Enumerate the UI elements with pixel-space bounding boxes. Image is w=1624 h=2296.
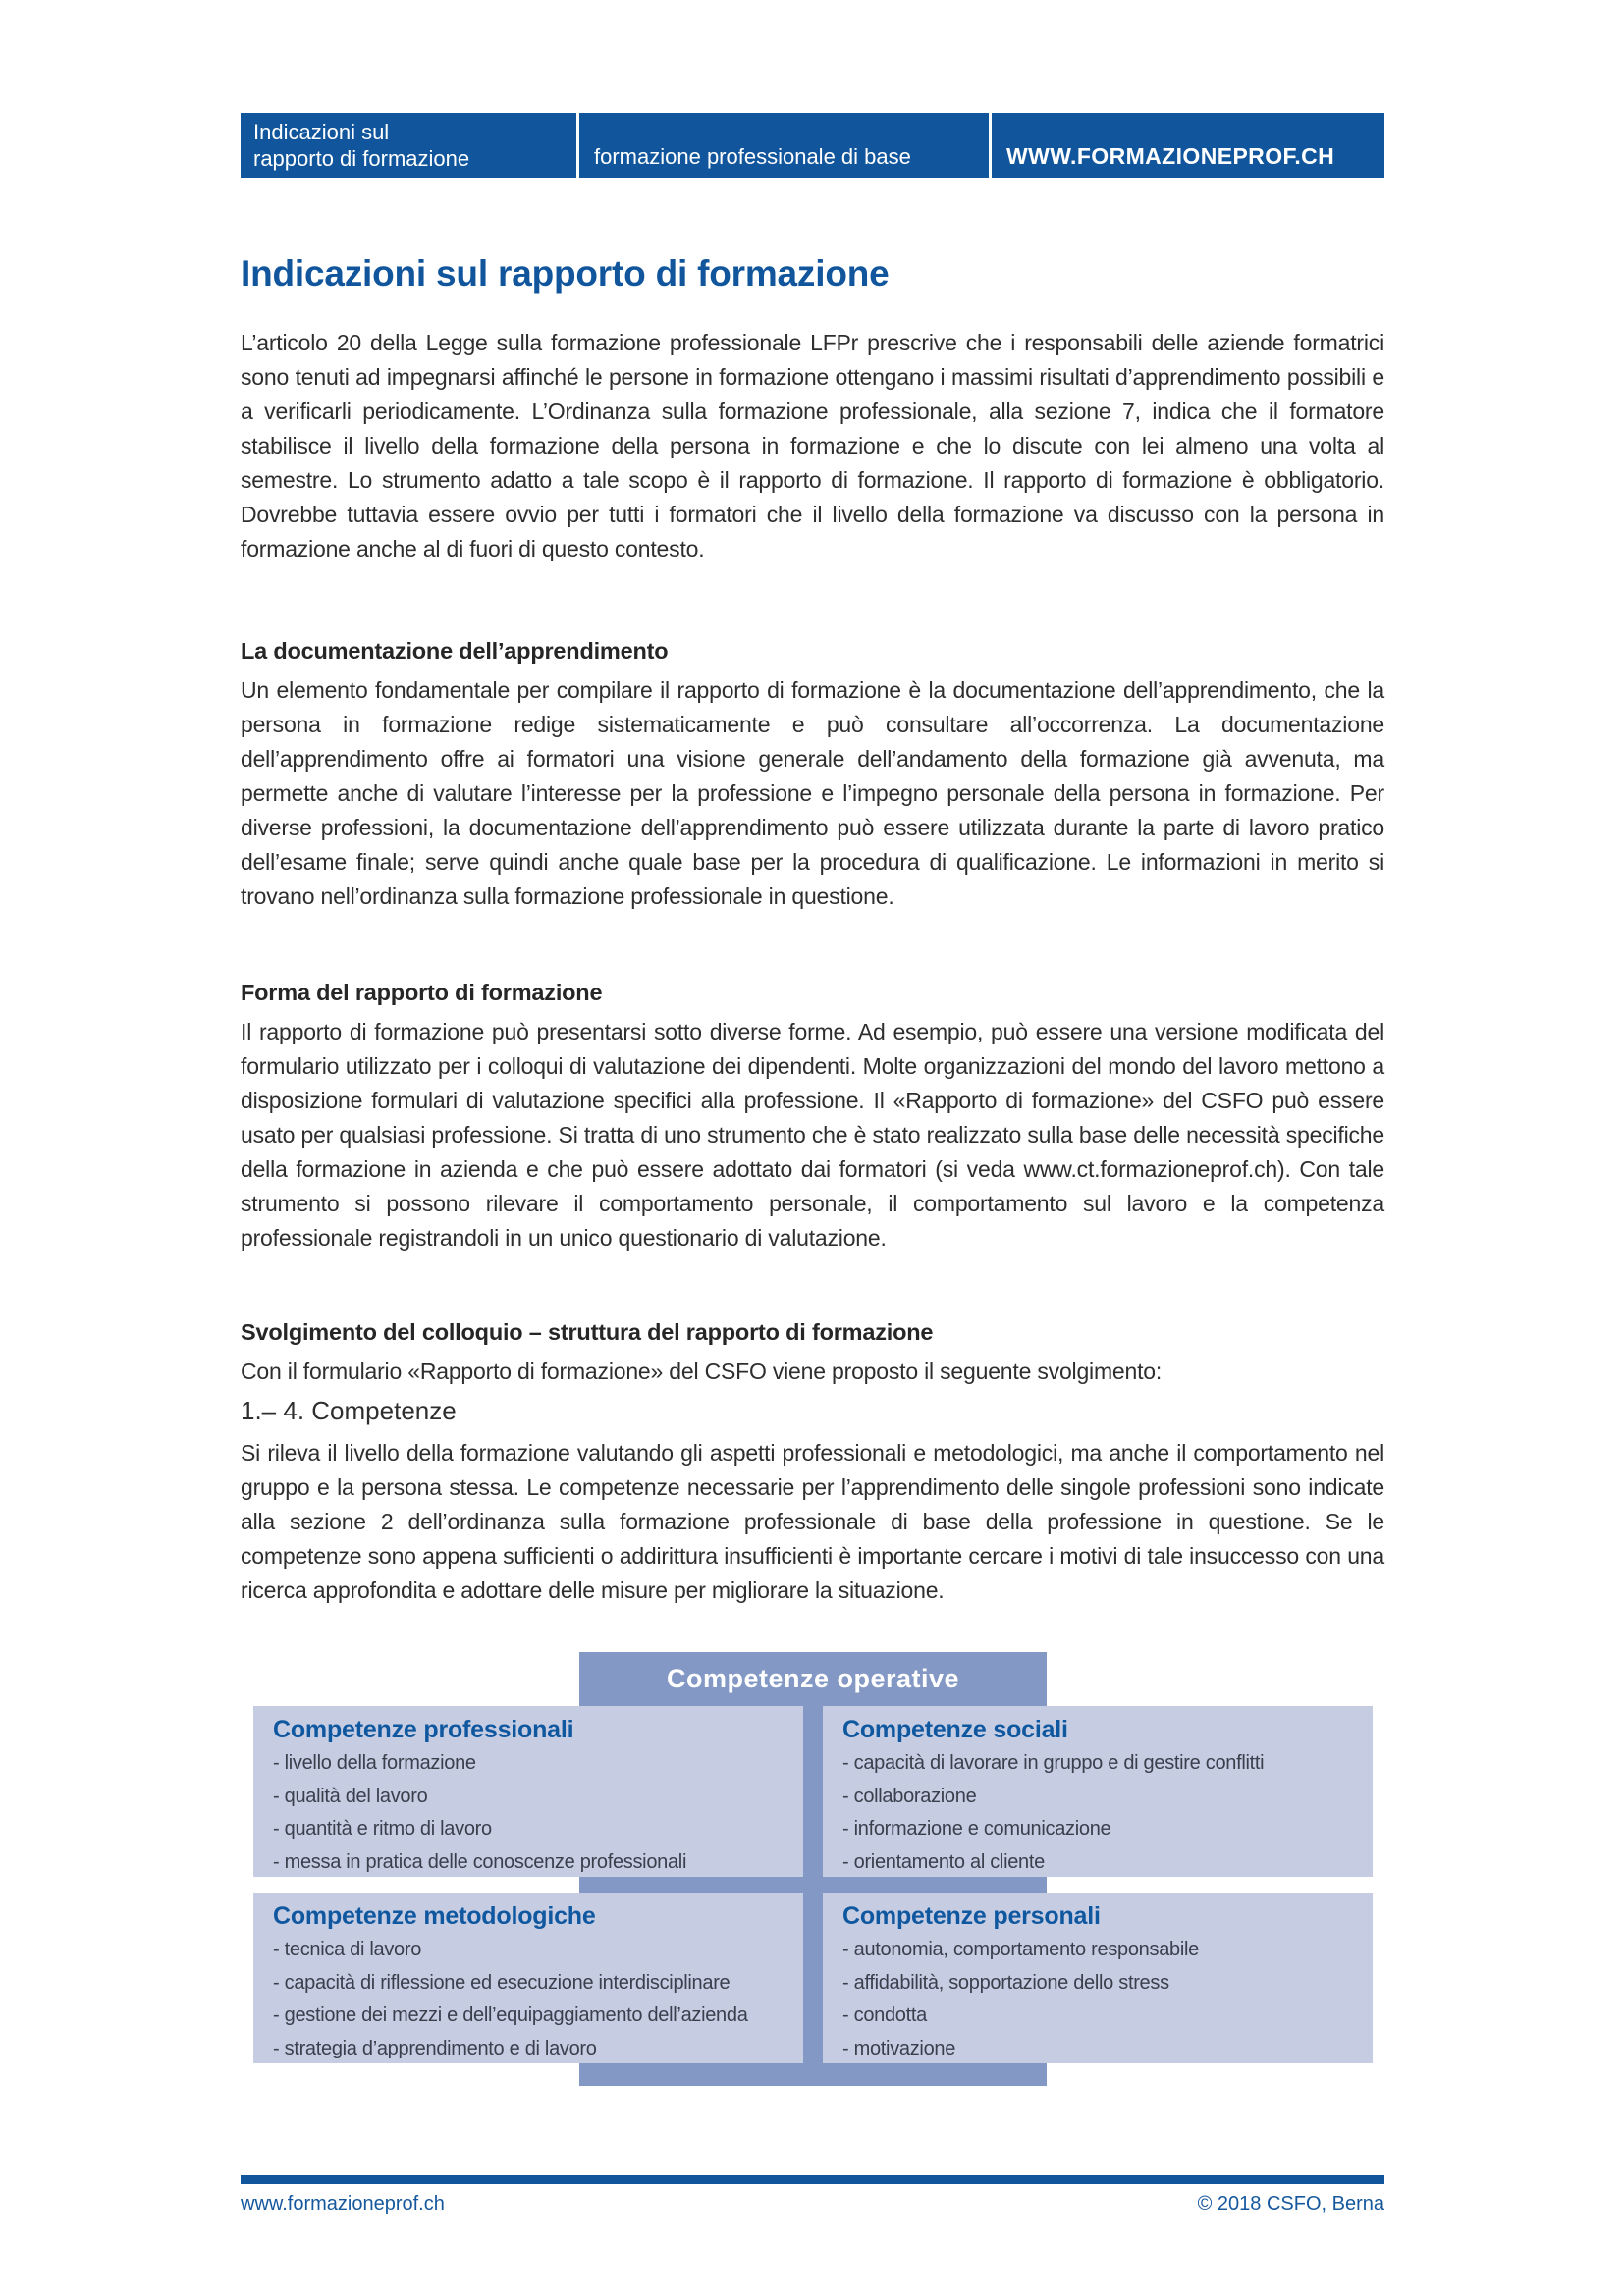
list-item: - gestione dei mezzi e dell’equipaggiamento dell’azienda xyxy=(273,2004,748,2026)
diagram-header: Competenze operative xyxy=(666,1664,960,1693)
masthead-website xyxy=(992,113,1384,178)
list-item: - motivazione xyxy=(842,2037,956,2059)
list-item: - capacità di riflessione ed esecuzione interdisciplinare xyxy=(273,1971,731,1994)
box-competenze-metodologiche xyxy=(253,1893,803,2063)
masthead-doc-label-line2: rapporto di formazione xyxy=(253,146,470,171)
box-title-professionali: Competenze professionali xyxy=(273,1716,574,1743)
masthead-doc-label-line1: Indicazioni sul xyxy=(253,120,390,144)
box-items-metodologiche xyxy=(273,1934,789,2065)
list-item: - qualità del lavoro xyxy=(273,1785,428,1807)
list-item: - livello della formazione xyxy=(273,1752,476,1774)
footer xyxy=(241,2193,1384,2216)
box-items-personali xyxy=(842,1934,1359,2065)
subsection-body-competenze: Si rileva il livello della formazione valutando gli aspetti professionali e metodologici, ma anche il comportamento nel gruppo e la persona stessa. Le competenze necessarie per l’apprendimento delle singole professioni sono indicate alla sezione 2 dell’ordinanza sulla formazione professionale di base della professione in questione. Se le competenze sono appena sufficienti o addirittura insufficienti è importante cercare i motivi di tale insuccesso con una ricerca approfondita e adottare delle misure per migliorare la situazione. xyxy=(241,1440,1384,1603)
list-item: - tecnica di lavoro xyxy=(273,1939,422,1960)
competence-diagram xyxy=(241,1652,1384,2094)
list-item: - informazione e comunicazione xyxy=(842,1818,1111,1840)
section-body-svolgimento: Con il formulario «Rapporto di formazione» del CSFO viene proposto il seguente svolgimento: xyxy=(241,1359,1163,1384)
list-item: - strategia d’apprendimento e di lavoro xyxy=(273,2037,597,2059)
box-title-sociali: Competenze sociali xyxy=(842,1716,1068,1743)
section-heading-documentazione: La documentazione dell’apprendimento xyxy=(241,638,669,664)
subsection-heading-competenze: 1.– 4. Competenze xyxy=(241,1396,457,1425)
footer-copyright: © 2018 CSFO, Berna xyxy=(1197,2193,1384,2215)
masthead-category-label: formazione professionale di base xyxy=(594,144,911,169)
list-item: - quantità e ritmo di lavoro xyxy=(273,1818,492,1840)
masthead-bar xyxy=(241,113,1384,178)
box-competenze-sociali xyxy=(823,1706,1373,1877)
masthead-doc-label xyxy=(241,113,579,178)
box-title-personali: Competenze personali xyxy=(842,1902,1101,1930)
list-item: - orientamento al cliente xyxy=(842,1850,1045,1873)
section-body-documentazione: Un elemento fondamentale per compilare il rapporto di formazione è la documentazione dell’apprendimento, che la persona in formazione redige sistematicamente e può consultare all’occorrenza. La documentazione dell’apprendimento offre ai formatori una visione generale dell’andamento della formazione già avvenuta, ma permette anche di valutare l’interesse per la professione e l’impegno personale della persona in formazione. Per diverse professioni, la documentazione dell’apprendimento può essere utilizzata durante la parte di lavoro pratico dell’esame finale; serve quindi anche quale base per la procedura di qualificazione. Le informazioni in merito si trovano nell’ordinanza sulla formazione professionale in questione. xyxy=(241,677,1384,909)
footer-rule xyxy=(241,2175,1384,2184)
box-competenze-professionali xyxy=(253,1706,803,1877)
list-item: - autonomia, comportamento responsabile xyxy=(842,1939,1199,1960)
section-heading-svolgimento: Svolgimento del colloquio – struttura del rapporto di formazione xyxy=(241,1319,934,1345)
page-title: Indicazioni sul rapporto di formazione xyxy=(241,253,890,294)
footer-website-link[interactable]: www.formazioneprof.ch xyxy=(241,2193,445,2215)
list-item: - collaborazione xyxy=(842,1785,977,1807)
box-items-sociali xyxy=(842,1747,1359,1879)
document-page xyxy=(241,0,1384,2296)
masthead-category xyxy=(579,113,992,178)
box-title-metodologiche: Competenze metodologiche xyxy=(273,1902,596,1930)
box-competenze-personali xyxy=(823,1893,1373,2063)
masthead-website-label: WWW.FORMAZIONEPROF.CH xyxy=(1006,143,1335,169)
list-item: - capacità di lavorare in gruppo e di gestire conflitti xyxy=(842,1752,1265,1774)
intro-paragraph: L’articolo 20 della Legge sulla formazione professionale LFPr prescrive che i responsabili delle aziende formatrici sono tenuti ad impegnarsi affinché le persone in formazione ottengano i massimi risultati d’apprendimento possibili e a verificarli periodicamente. L’Ordinanza sulla formazione professionale, alla sezione 7, indica che il formatore stabilisce il livello della formazione della persona in formazione e che lo discute con lei almeno una volta al semestre. Lo strumento adatto a tale scopo è il rapporto di formazione. Il rapporto di formazione è obbligatorio. Dovrebbe tuttavia essere ovvio per tutti i formatori che il livello della formazione va discusso con la persona in formazione anche al di fuori di questo contesto. xyxy=(241,330,1384,561)
list-item: - condotta xyxy=(842,2004,927,2026)
section-body-forma: Il rapporto di formazione può presentarsi sotto diverse forme. Ad esempio, può essere una versione modificata del formulario utilizzato per i colloqui di valutazione dei dipendenti. Molte organizzazioni del mondo del lavoro mettono a disposizione formulari di valutazione specifici alla professione. Il «Rapporto di formazione» del CSFO può essere usato per qualsiasi professione. Si tratta di uno strumento che è stato realizzato sulla base delle necessità specifiche della formazione in azienda e che può essere adottato dai formatori (si veda www.ct.formazioneprof.ch). Con tale strumento si possono rilevare il comportamento personale, il comportamento sul lavoro e la competenza professionale registrandoli in un unico questionario di valutazione. xyxy=(241,1019,1384,1251)
list-item: - affidabilità, sopportazione dello stress xyxy=(842,1971,1169,1994)
section-heading-forma: Forma del rapporto di formazione xyxy=(241,980,603,1005)
list-item: - messa in pratica delle conoscenze professionali xyxy=(273,1850,687,1873)
box-items-professionali xyxy=(273,1747,789,1879)
